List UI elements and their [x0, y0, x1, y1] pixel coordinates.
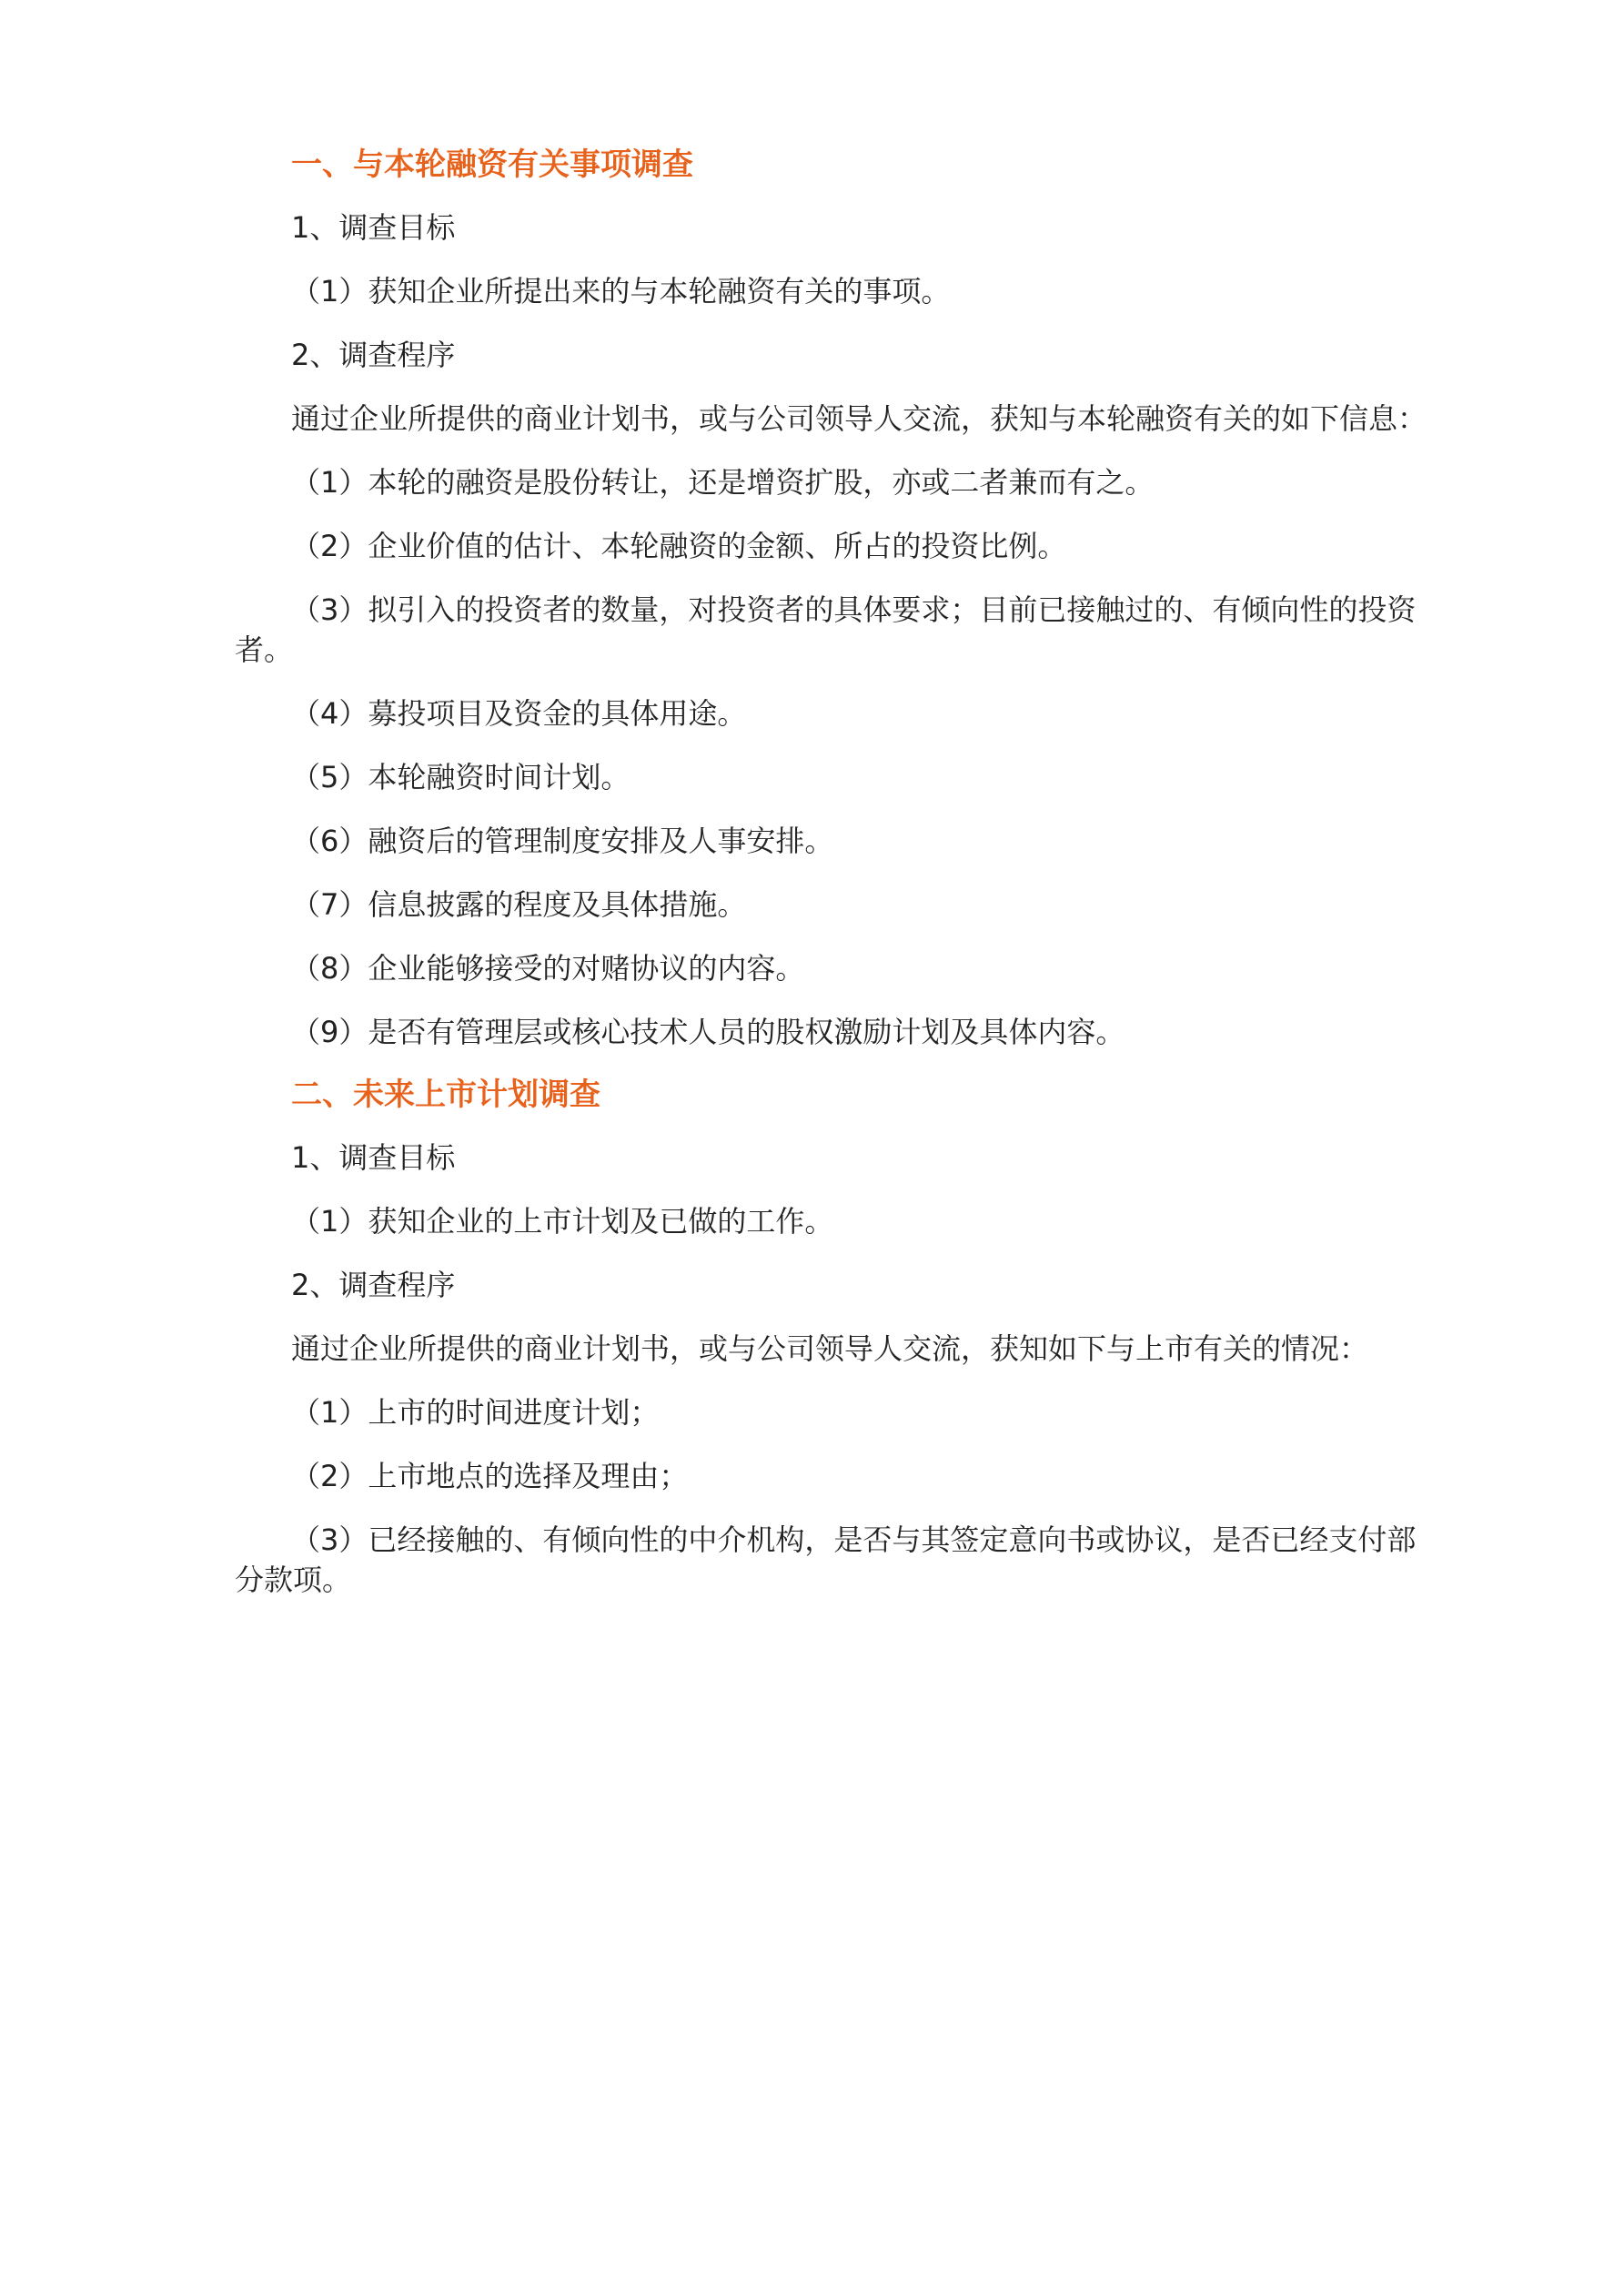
section2-title: 二、未来上市计划调查 — [291, 1077, 600, 1113]
section2-procedure-intro: 通过企业所提供的商业计划书，或与公司领导人交流，获知如下与上市有关的情况： — [291, 1331, 1369, 1366]
section2-procedure-label: 2、调查程序 — [291, 1268, 456, 1302]
section1-item: （8）企业能够接受的对赌协议的内容。 — [291, 951, 805, 986]
section1-goal-item: （1）获知企业所提出来的与本轮融资有关的事项。 — [291, 274, 951, 308]
section1-item: （6）融资后的管理制度安排及人事安排。 — [291, 824, 834, 858]
section1-procedure-label: 2、调查程序 — [291, 338, 456, 372]
section2-goal-label: 1、调查目标 — [291, 1140, 456, 1175]
section1-item: （7）信息披露的程度及具体措施。 — [291, 887, 747, 922]
document-page — [235, 146, 1436, 1623]
section1-item: （4）募投项目及资金的具体用途。 — [291, 696, 747, 731]
section1-item: （3）拟引入的投资者的数量，对投资者的具体要求；目前已接触过的、有倾向性的投资者。 — [235, 592, 1417, 667]
section1-procedure-intro: 通过企业所提供的商业计划书，或与公司领导人交流，获知与本轮融资有关的如下信息： — [291, 401, 1427, 436]
section1-item: （9）是否有管理层或核心技术人员的股权激励计划及具体内容。 — [291, 1015, 1125, 1049]
section1-item: （5）本轮融资时间计划。 — [291, 760, 630, 794]
section1-item: （2）企业价值的估计、本轮融资的金额、所占的投资比例。 — [291, 529, 1067, 563]
section2-goal-item: （1）获知企业的上市计划及已做的工作。 — [291, 1204, 834, 1239]
section2-item: （2）上市地点的选择及理由； — [291, 1459, 689, 1493]
section2-item: （1）上市的时间进度计划； — [291, 1395, 660, 1430]
section2-item: （3）已经接触的、有倾向性的中介机构，是否与其签定意向书或协议，是否已经支付部分款项。 — [235, 1522, 1417, 1597]
section1-item: （1）本轮的融资是股份转让，还是增资扩股，亦或二者兼而有之。 — [291, 465, 1155, 500]
section1-title: 一、与本轮融资有关事项调查 — [291, 147, 693, 183]
section1-goal-label: 1、调查目标 — [291, 210, 456, 245]
